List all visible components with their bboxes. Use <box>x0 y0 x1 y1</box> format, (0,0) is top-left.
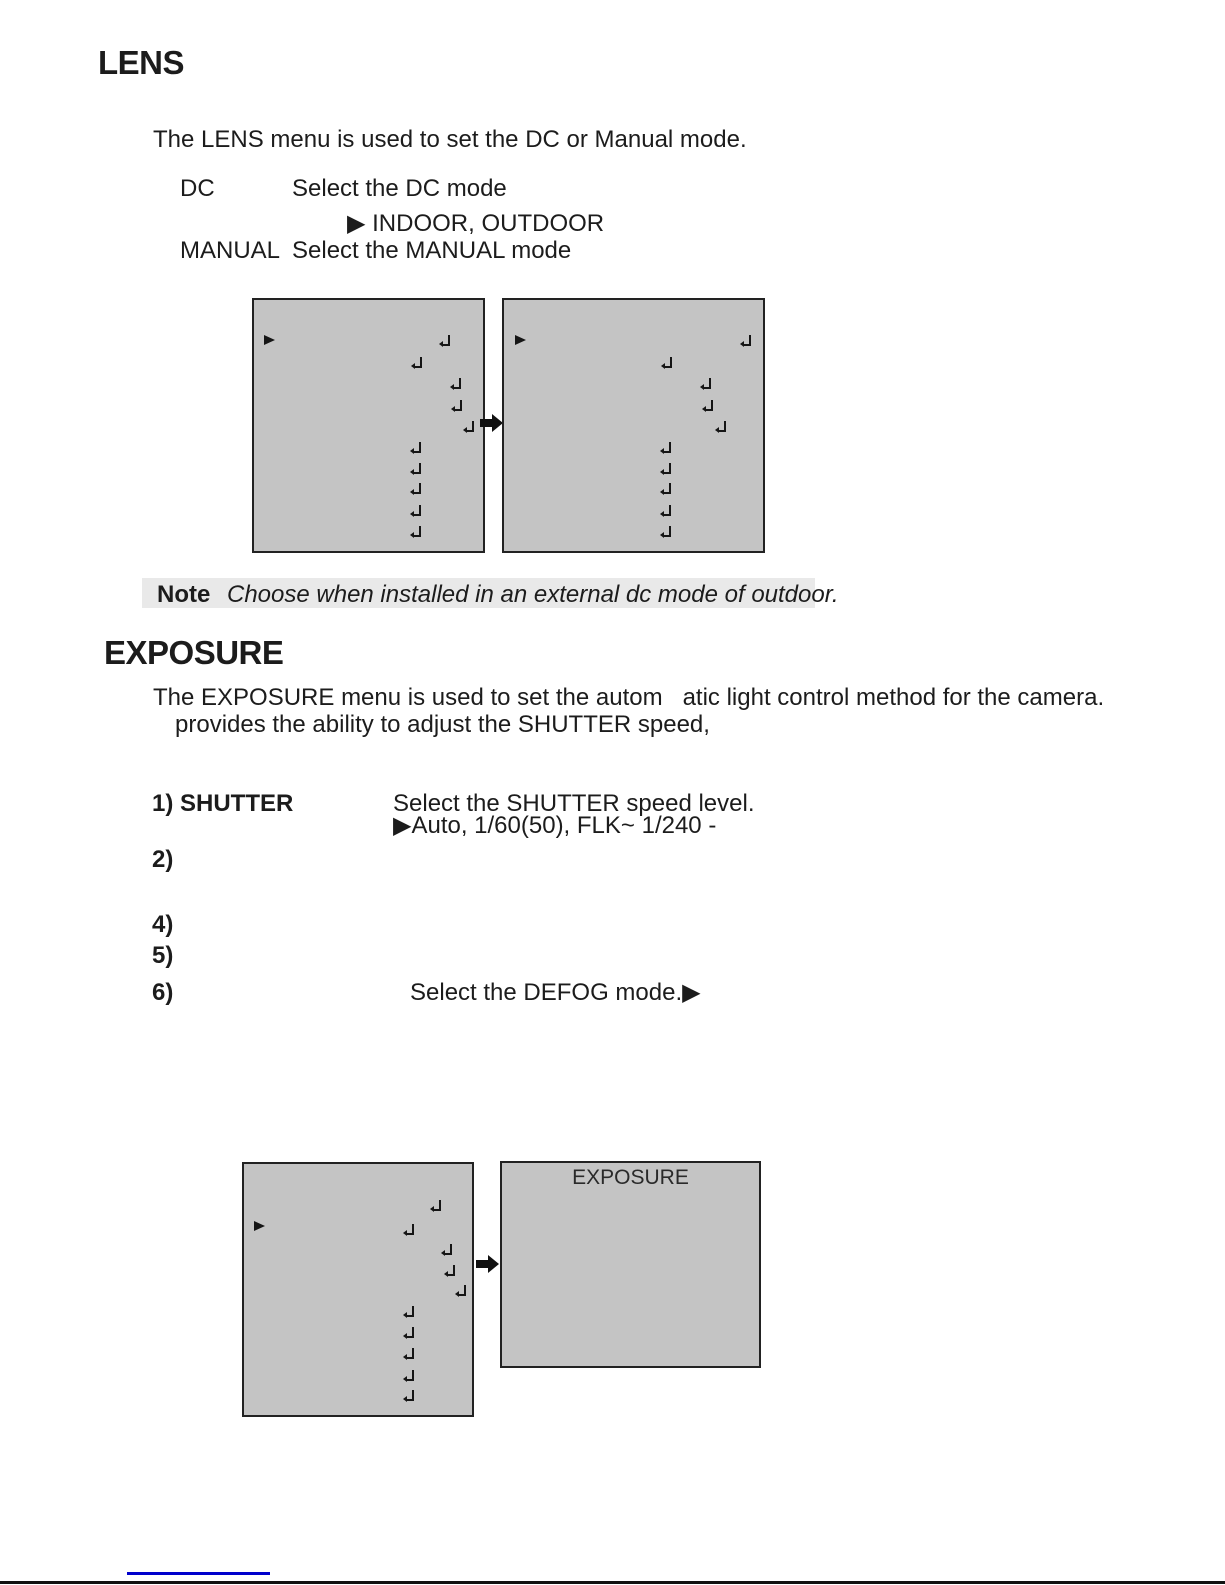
return-icon <box>660 463 671 475</box>
cursor-icon <box>254 1221 265 1231</box>
return-icon <box>660 505 671 517</box>
note-label: Note <box>157 581 211 608</box>
return-icon <box>441 1244 452 1256</box>
return-icon <box>430 1200 441 1212</box>
lens-osd-box-right <box>502 298 765 553</box>
note-text: Choose when installed in an external dc mode of outdoor. <box>227 581 839 608</box>
exposure-item-6-desc: Select the DEFOG mode.▶ <box>410 979 701 1006</box>
lens-dc-options: ▶ INDOOR, OUTDOOR <box>347 210 605 237</box>
lens-term-dc: DC <box>180 175 215 202</box>
exposure-intro-line1: The EXPOSURE menu is used to set the autom atic light control method for the camera. <box>153 684 1105 711</box>
lens-term-manual: MANUAL <box>180 237 281 264</box>
return-icon <box>660 526 671 538</box>
return-icon <box>700 378 711 390</box>
return-icon <box>661 357 672 369</box>
osd-box-title: EXPOSURE <box>572 1166 689 1189</box>
return-icon <box>410 463 421 475</box>
return-icon <box>660 483 671 495</box>
return-icon <box>403 1327 414 1339</box>
return-icon <box>410 442 421 454</box>
return-icon <box>455 1285 466 1297</box>
return-icon <box>403 1348 414 1360</box>
return-icon <box>410 483 421 495</box>
flow-arrow-icon <box>476 1255 499 1273</box>
exposure-item-6-num: 6) <box>152 979 174 1006</box>
exposure-osd-box-left <box>242 1162 474 1417</box>
return-icon <box>403 1224 414 1236</box>
cursor-icon <box>515 335 526 345</box>
exposure-item-4-num: 4) <box>152 911 174 938</box>
flow-arrow-icon <box>480 414 503 432</box>
cursor-icon <box>264 335 275 345</box>
lens-section-title: LENS <box>98 44 185 81</box>
return-icon <box>411 357 422 369</box>
exposure-section-title: EXPOSURE <box>104 634 284 671</box>
return-icon <box>403 1306 414 1318</box>
return-icon <box>451 400 462 412</box>
exposure-intro-line2: provides the ability to adjust the SHUTTER speed, <box>175 711 710 738</box>
lens-desc-dc: Select the DC mode <box>292 175 507 202</box>
return-icon <box>403 1370 414 1382</box>
exposure-item-1-desc: Select the SHUTTER speed level. <box>393 790 755 817</box>
exposure-item-5-num: 5) <box>152 942 174 969</box>
exposure-item-1-num: 1) SHUTTER <box>152 790 294 817</box>
note-bar <box>142 578 839 608</box>
return-icon <box>660 442 671 454</box>
return-icon <box>403 1390 414 1402</box>
lens-osd-box-left <box>252 298 485 553</box>
exposure-item-1-options: ▶Auto, 1/60(50), FLK~ 1/240 - <box>393 812 717 839</box>
return-icon <box>715 421 726 433</box>
footer-link-underline[interactable] <box>127 1572 270 1575</box>
return-icon <box>450 378 461 390</box>
return-icon <box>410 526 421 538</box>
return-icon <box>702 400 713 412</box>
return-icon <box>740 335 751 347</box>
lens-intro-text: The LENS menu is used to set the DC or Manual mode. <box>153 126 747 153</box>
return-icon <box>444 1265 455 1277</box>
return-icon <box>410 505 421 517</box>
return-icon <box>463 421 474 433</box>
exposure-item-2-num: 2) <box>152 846 174 873</box>
lens-desc-manual: Select the MANUAL mode <box>292 237 572 264</box>
page-bottom-rule <box>0 1581 1225 1584</box>
return-icon <box>439 335 450 347</box>
exposure-osd-box-right <box>500 1161 761 1368</box>
